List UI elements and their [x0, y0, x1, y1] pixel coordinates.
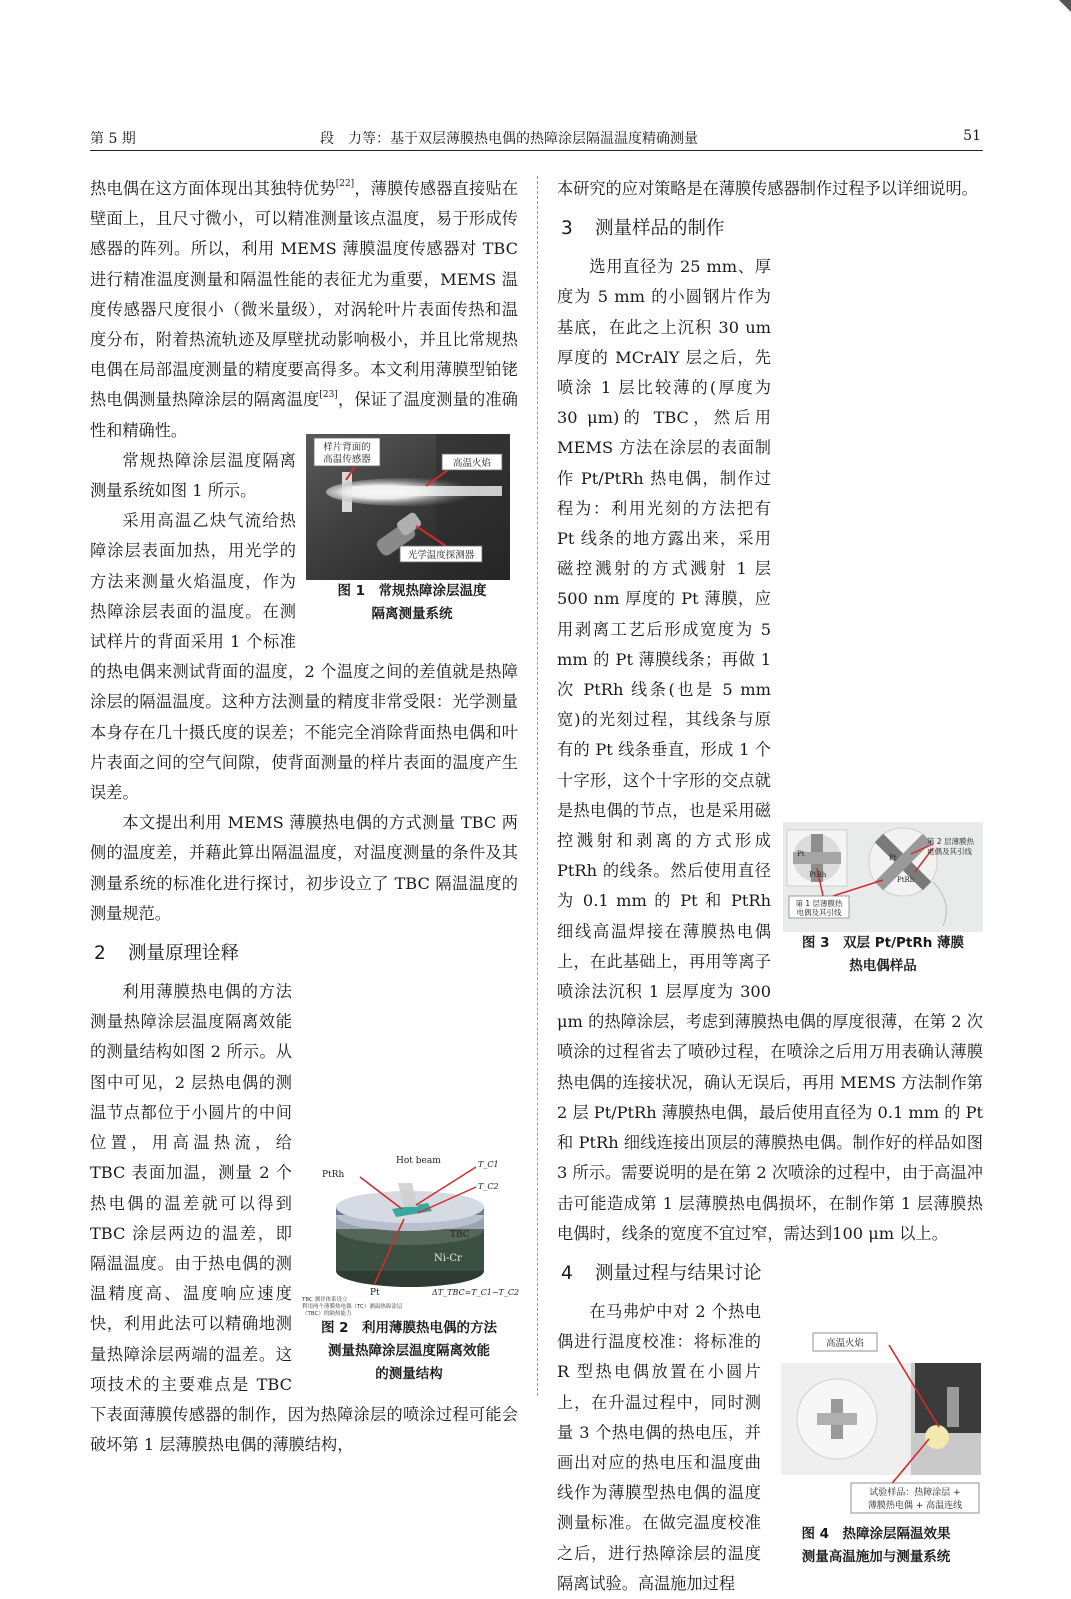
- fig1-label-sensor: 样片背面的: [323, 441, 371, 453]
- fig2-tbc: TBC: [450, 1230, 470, 1241]
- issue-number: 第 5 期: [90, 131, 136, 147]
- fig3-label-layer1: 第 1 层薄膜热: [795, 899, 843, 909]
- svg-text:高温传感器: 高温传感器: [323, 453, 371, 465]
- fig2-hot-beam: Hot beam: [396, 1156, 441, 1167]
- fig3-pt: Pt: [797, 850, 805, 859]
- paragraph: 在马弗炉中对 2 个热电偶进行温度校准：将标准的 R 型热电偶放置在小圆片上，在升温过程中，同时测量 3 个热电偶的热电压，并画出对应的热电压和温度曲线作为薄膜型热电偶的温度测量标准。在做完温度校准之后，进行热障涂层的温度隔离试验。高温施加过程: [557, 1301, 761, 1593]
- figure-1-caption: 图 1 常规热障涂层温度 隔离测量系统: [337, 582, 487, 622]
- paragraph: 利用薄膜热电偶的方法测量热障涂层温度隔离效能的测量结构如图 2 所示。从图中可见，2 层热电偶的测温节点都位于小圆片的中间位置，用高温热流，给 TBC 表面加温，测量 2 个热电偶的温差就可以得到 TBC 涂层两边的温差，即隔温温度。由于热电偶的测温精度高、温度响应速度快，利用此法可以精确地测量热障涂层两端的温差。这项技术的主要难点是 TBC 下表面薄膜传感器的制作，因为热障涂层的喷涂过程可能会破坏第 1 层薄膜热电偶的薄膜结构，: [90, 982, 518, 1455]
- figure-4-caption: 图 4 热障涂层隔温效果 测量高温施加与测量系统: [801, 1525, 951, 1565]
- svg-text:利用两个薄膜热电偶（TC）测温热障涂层: 利用两个薄膜热电偶（TC）测温热障涂层: [302, 1304, 403, 1311]
- fig2-pt: Pt: [370, 1288, 380, 1299]
- fig3-ptrh: PtRh: [809, 871, 827, 880]
- fig1-label-optical: 光学温度探测器: [407, 549, 475, 561]
- paragraph: 本文提出利用 MEMS 薄膜热电偶的方式测量 TBC 两侧的温度差，并藉此算出隔温温度，对温度测量的条件及其测量系统的标准化进行探讨，初步设立了 TBC 隔温温度的测量规范。: [90, 813, 518, 923]
- svg-text:电偶及其引线: 电偶及其引线: [796, 908, 842, 918]
- figure-2-diagram: [300, 1153, 520, 1318]
- svg-text:（TBC）的隔热能力: （TBC）的隔热能力: [302, 1311, 352, 1318]
- fig4-label-flame: 高温火焰: [825, 1337, 865, 1349]
- left-column: [90, 174, 518, 1460]
- paragraph: 本研究的应对策略是在薄膜传感器制作过程予以详细说明。: [557, 179, 978, 198]
- fig2-formula: ΔT_TBC=T_C1−T_C2: [432, 1288, 520, 1298]
- paragraph: 热电偶在这方面体现出其独特优势[22]，薄膜传感器直接贴在壁面上，且尺寸微小，可以精准测量该点温度，易于形成传感器的阵列。所以，利用 MEMS 薄膜温度传感器对 TBC 进行精准温度测量和隔温性能的表征尤为重要，MEMS 温度传感器尺度很小（微米量级），对涡轮叶片表面传热和温度分布，附着热流轨迹及厚壁扰动影响极小，并且比常规热电偶在局部温度测量的精度要高得多。本文利用薄膜型铂铑热电偶测量热障涂层的隔离温度[23]，保证了温度测量的准确性和精确性。: [90, 179, 519, 440]
- figure-3: [783, 822, 983, 978]
- figure-2-caption: 图 2 利用薄膜热电偶的方法 测量热障涂层温度隔离效能 的测量结构: [320, 1320, 498, 1383]
- figure-1: [306, 434, 518, 626]
- fig3-label-layer2: 第 2 层薄膜热: [927, 837, 975, 847]
- section-heading-4: 4 测量过程与结果讨论: [561, 1262, 762, 1284]
- figure-2: [300, 1153, 518, 1386]
- fig1-label-flame: 高温火焰: [452, 457, 492, 469]
- figure-4: [769, 1327, 983, 1569]
- paragraph: 采用高温乙炔气流给热障涂层表面加热，用光学的方法来测量火焰温度，作为热障涂层表面的温度。在测试样片的背面采用 1 个标准的热电偶来测试背面的温度，2 个温度之间的差值就是热障涂层的隔温温度。这种方法测量的精度非常受限：光学测量本身存在几十摄氏度的误差；不能完全消除背面热电偶和叶片表面之间的空气间隙，使背面测量的样片表面的温度产生误差。: [90, 511, 518, 803]
- fig2-tc1: T_C1: [478, 1160, 499, 1170]
- corner-mark: [1059, 0, 1071, 12]
- fig2-tc2: T_C2: [478, 1182, 499, 1192]
- figure-3-caption: 图 3 双层 Pt/PtRh 薄膜 热电偶样品: [801, 935, 965, 975]
- running-title: 段 力等：基于双层薄膜热电偶的热障涂层隔温温度精确测量: [320, 131, 698, 147]
- header-rule: [90, 150, 983, 151]
- citation: [23]: [319, 390, 338, 401]
- section-heading-2: 2 测量原理诠释: [94, 943, 240, 965]
- svg-text:电偶及其引线: 电偶及其引线: [927, 847, 972, 857]
- svg-text:PtRh: PtRh: [897, 876, 915, 885]
- svg-text:Pt: Pt: [889, 854, 897, 863]
- fig2-note: TBC 测评体系设立: [302, 1297, 348, 1304]
- page-number: 51: [963, 128, 981, 144]
- fig2-ptrh: PtRh: [322, 1170, 345, 1181]
- column-divider: [537, 176, 538, 1396]
- figure-3-photo: [783, 822, 983, 932]
- figure-4-photo: [769, 1327, 983, 1523]
- figure-1-photo: [306, 434, 510, 580]
- fig4-label-sample: 试验样品：热障涂层 +: [869, 1487, 961, 1498]
- paragraph: 选用直径为 25 mm、厚度为 5 mm 的小圆钢片作为基底，在此之上沉积 30 um 厚度的 MCrAlY 层之后，先喷涂 1 层比较薄的(厚度为 30 μm)的 TBC，然后用 MEMS 方法在涂层的表面制作 Pt/PtRh 热电偶，制作过程为：利用光刻的方法把有 Pt 线条的地方露出来，采用磁控溅射的方式溅射 1 层 500 nm 厚度的 Pt 薄膜，应用剥离工艺后形成宽度为 5 mm 的 Pt 薄膜线条；再做 1 次 PtRh 线条(也是 5 mm 宽)的光刻过程，其线条与原有的 Pt 线条垂直，形成 1 个十字形，这个十字形的交点就是热电偶的节点，也是采用磁控溅射和剥离的方式形成 PtRh 的线条。然后使用直径为 0.1 mm 的 Pt 和 PtRh 细线高温焊接在薄膜热电偶上，在此基础上，再用等离子喷涂法沉积 1 层厚度为 300 μm 的热障涂层，考虑到薄膜热电偶的厚度很薄，在第 2 次喷涂的过程省去了喷砂过程，在喷涂之后用万用表确认薄膜热电偶的连接状况，确认无误后，再用 MEMS 方法制作第 2 层 Pt/PtRh 薄膜热电偶，最后使用直径为 0.1 mm 的 Pt 和 PtRh 细线连接出顶层的薄膜热电偶。制作好的样品如图 3 所示。需要说明的是在第 2 次喷涂的过程中，由于高温冲击可能造成第 1 层薄膜热电偶损坏，在制作第 1 层薄膜热电偶时，线条的宽度不宜过窄，需达到100 μm 以上。: [557, 257, 983, 1243]
- section-heading-3: 3 测量样品的制作: [561, 218, 725, 240]
- citation: [22]: [335, 179, 355, 189]
- right-column: [557, 174, 983, 1599]
- paragraph: 常规热障涂层温度隔离测量系统如图 1 所示。: [90, 450, 296, 501]
- fig2-nicr: Ni-Cr: [434, 1253, 462, 1265]
- svg-text:薄膜热电偶 + 高温连线: 薄膜热电偶 + 高温连线: [867, 1500, 963, 1511]
